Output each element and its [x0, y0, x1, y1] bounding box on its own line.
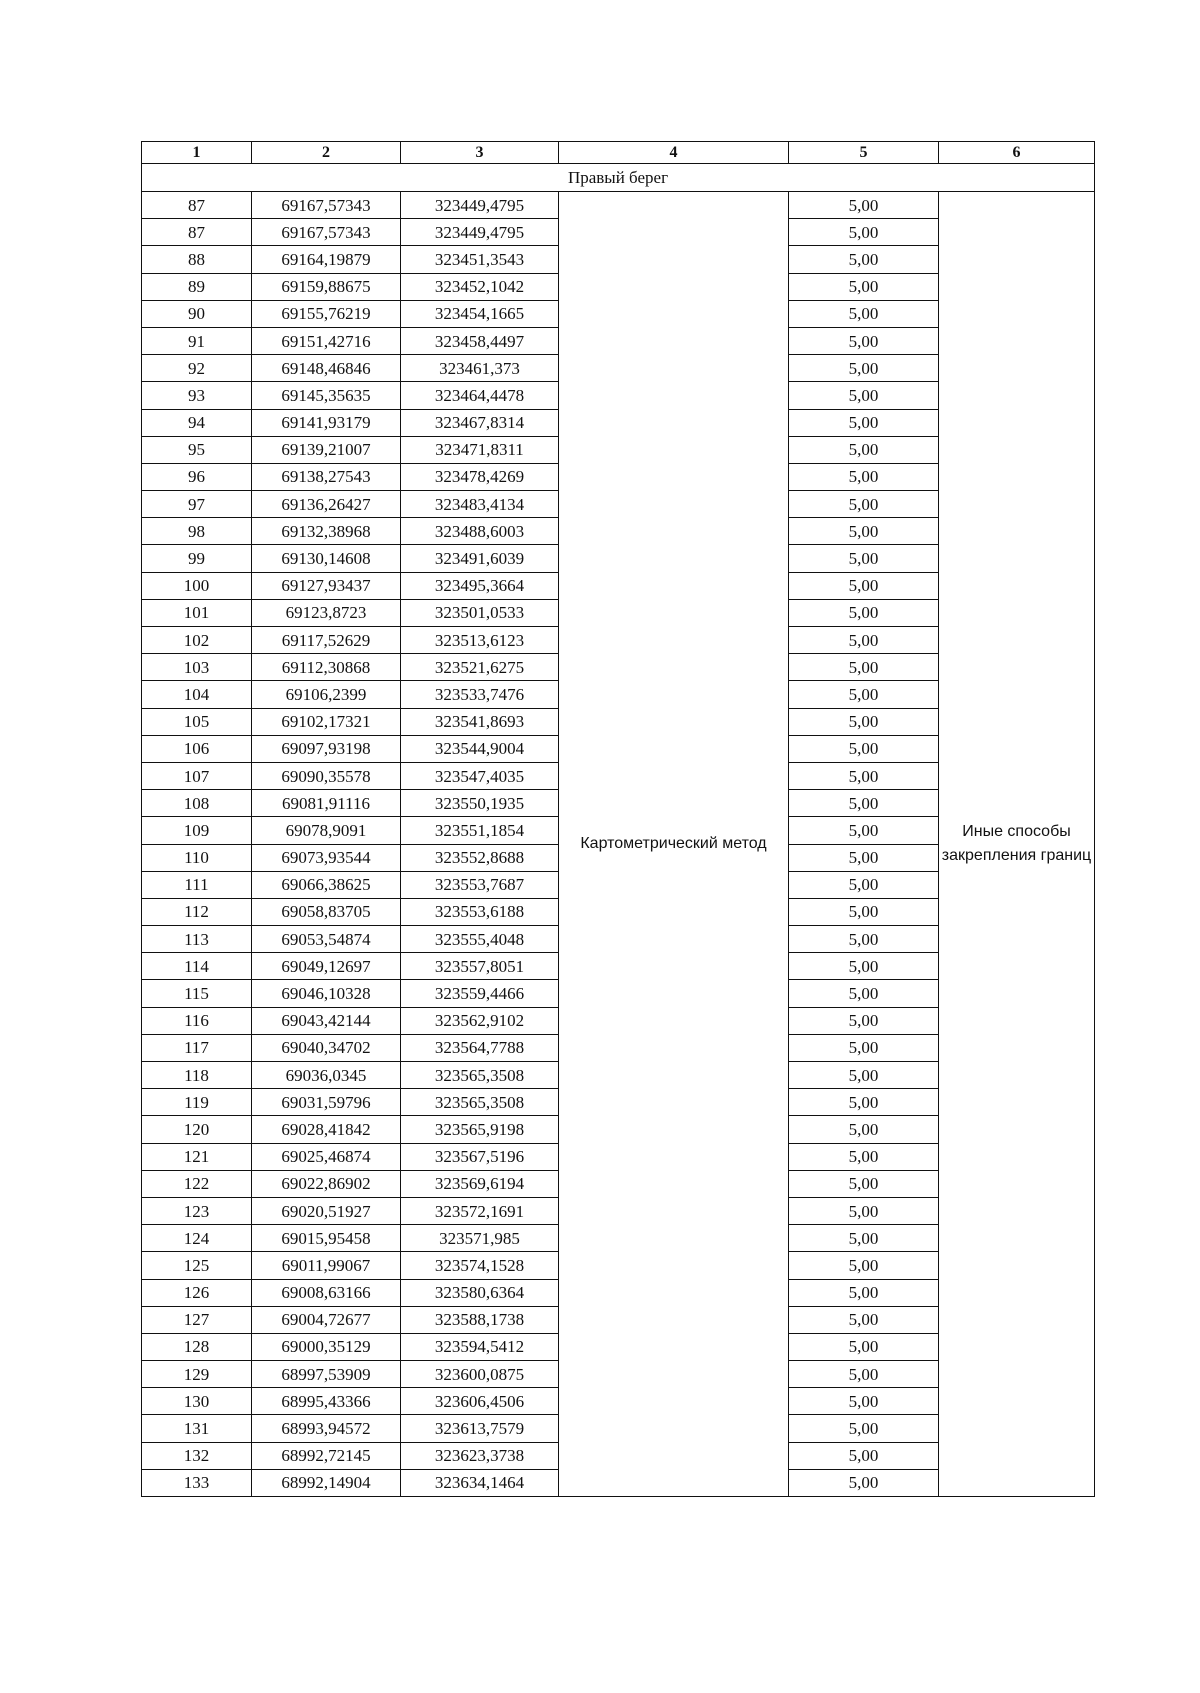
x-coordinate-cell: 69028,41842: [252, 1116, 401, 1143]
point-number-cell: 88: [142, 246, 252, 273]
x-coordinate-cell: 69164,19879: [252, 246, 401, 273]
y-coordinate-cell: 323544,9004: [401, 735, 559, 762]
x-coordinate-cell: 69031,59796: [252, 1089, 401, 1116]
point-number-cell: 91: [142, 327, 252, 354]
y-coordinate-cell: 323451,3543: [401, 246, 559, 273]
accuracy-cell: 5,00: [789, 382, 939, 409]
point-number-cell: 92: [142, 355, 252, 382]
x-coordinate-cell: 69155,76219: [252, 300, 401, 327]
accuracy-cell: 5,00: [789, 1361, 939, 1388]
header-row: [142, 142, 1095, 164]
accuracy-cell: 5,00: [789, 219, 939, 246]
x-coordinate-cell: 69145,35635: [252, 382, 401, 409]
accuracy-cell: 5,00: [789, 327, 939, 354]
x-coordinate-cell: 69139,21007: [252, 436, 401, 463]
accuracy-cell: 5,00: [789, 790, 939, 817]
y-coordinate-cell: 323600,0875: [401, 1361, 559, 1388]
point-number-cell: 124: [142, 1225, 252, 1252]
x-coordinate-cell: 69167,57343: [252, 192, 401, 219]
y-coordinate-cell: 323449,4795: [401, 219, 559, 246]
point-number-cell: 111: [142, 871, 252, 898]
point-number-cell: 87: [142, 219, 252, 246]
point-number-cell: 93: [142, 382, 252, 409]
y-coordinate-cell: 323588,1738: [401, 1306, 559, 1333]
x-coordinate-cell: 69132,38968: [252, 518, 401, 545]
point-number-cell: 122: [142, 1170, 252, 1197]
boundary-points-table-container: [141, 141, 1094, 1497]
accuracy-cell: 5,00: [789, 355, 939, 382]
point-number-cell: 101: [142, 599, 252, 626]
x-coordinate-cell: 68993,94572: [252, 1415, 401, 1442]
y-coordinate-cell: 323565,3508: [401, 1089, 559, 1116]
accuracy-cell: 5,00: [789, 1170, 939, 1197]
point-number-cell: 107: [142, 762, 252, 789]
x-coordinate-cell: 69015,95458: [252, 1225, 401, 1252]
x-coordinate-cell: 69130,14608: [252, 545, 401, 572]
point-number-cell: 115: [142, 980, 252, 1007]
x-coordinate-cell: 69159,88675: [252, 273, 401, 300]
y-coordinate-cell: 323550,1935: [401, 790, 559, 817]
x-coordinate-cell: 69066,38625: [252, 871, 401, 898]
accuracy-cell: 5,00: [789, 1116, 939, 1143]
x-coordinate-cell: 69136,26427: [252, 491, 401, 518]
x-coordinate-cell: 69022,86902: [252, 1170, 401, 1197]
point-number-cell: 87: [142, 192, 252, 219]
x-coordinate-cell: 68995,43366: [252, 1388, 401, 1415]
accuracy-cell: 5,00: [789, 708, 939, 735]
x-coordinate-cell: 69151,42716: [252, 327, 401, 354]
point-number-cell: 130: [142, 1388, 252, 1415]
y-coordinate-cell: 323478,4269: [401, 463, 559, 490]
table-row: [142, 192, 1095, 219]
accuracy-cell: 5,00: [789, 1279, 939, 1306]
fixing-method-cell: Иные способы закрепления границ: [939, 192, 1095, 1497]
x-coordinate-cell: 69046,10328: [252, 980, 401, 1007]
x-coordinate-cell: 68997,53909: [252, 1361, 401, 1388]
accuracy-cell: 5,00: [789, 599, 939, 626]
y-coordinate-cell: 323567,5196: [401, 1143, 559, 1170]
point-number-cell: 121: [142, 1143, 252, 1170]
x-coordinate-cell: 68992,14904: [252, 1469, 401, 1496]
accuracy-cell: 5,00: [789, 491, 939, 518]
accuracy-cell: 5,00: [789, 762, 939, 789]
x-coordinate-cell: 69138,27543: [252, 463, 401, 490]
x-coordinate-cell: 69112,30868: [252, 654, 401, 681]
accuracy-cell: 5,00: [789, 192, 939, 219]
y-coordinate-cell: 323606,4506: [401, 1388, 559, 1415]
point-number-cell: 105: [142, 708, 252, 735]
accuracy-cell: 5,00: [789, 898, 939, 925]
point-number-cell: 89: [142, 273, 252, 300]
y-coordinate-cell: 323541,8693: [401, 708, 559, 735]
accuracy-cell: 5,00: [789, 1333, 939, 1360]
section-title: Правый берег: [142, 164, 1095, 192]
x-coordinate-cell: 69004,72677: [252, 1306, 401, 1333]
y-coordinate-cell: 323491,6039: [401, 545, 559, 572]
x-coordinate-cell: 69081,91116: [252, 790, 401, 817]
section-row: [142, 164, 1095, 192]
accuracy-cell: 5,00: [789, 980, 939, 1007]
point-number-cell: 133: [142, 1469, 252, 1496]
y-coordinate-cell: 323501,0533: [401, 599, 559, 626]
header-cell-3: 3: [401, 142, 559, 164]
point-number-cell: 126: [142, 1279, 252, 1306]
accuracy-cell: 5,00: [789, 654, 939, 681]
y-coordinate-cell: 323565,9198: [401, 1116, 559, 1143]
x-coordinate-cell: 69106,2399: [252, 681, 401, 708]
point-number-cell: 123: [142, 1197, 252, 1224]
accuracy-cell: 5,00: [789, 871, 939, 898]
point-number-cell: 103: [142, 654, 252, 681]
x-coordinate-cell: 69043,42144: [252, 1007, 401, 1034]
point-number-cell: 108: [142, 790, 252, 817]
accuracy-cell: 5,00: [789, 953, 939, 980]
x-coordinate-cell: 69058,83705: [252, 898, 401, 925]
y-coordinate-cell: 323553,6188: [401, 898, 559, 925]
y-coordinate-cell: 323555,4048: [401, 926, 559, 953]
accuracy-cell: 5,00: [789, 409, 939, 436]
x-coordinate-cell: 69073,93544: [252, 844, 401, 871]
x-coordinate-cell: 69148,46846: [252, 355, 401, 382]
y-coordinate-cell: 323495,3664: [401, 572, 559, 599]
y-coordinate-cell: 323557,8051: [401, 953, 559, 980]
accuracy-cell: 5,00: [789, 436, 939, 463]
x-coordinate-cell: 69025,46874: [252, 1143, 401, 1170]
x-coordinate-cell: 69000,35129: [252, 1333, 401, 1360]
point-number-cell: 109: [142, 817, 252, 844]
x-coordinate-cell: 69117,52629: [252, 627, 401, 654]
y-coordinate-cell: 323464,4478: [401, 382, 559, 409]
y-coordinate-cell: 323488,6003: [401, 518, 559, 545]
accuracy-cell: 5,00: [789, 681, 939, 708]
accuracy-cell: 5,00: [789, 1306, 939, 1333]
x-coordinate-cell: 69040,34702: [252, 1034, 401, 1061]
point-number-cell: 113: [142, 926, 252, 953]
accuracy-cell: 5,00: [789, 572, 939, 599]
accuracy-cell: 5,00: [789, 844, 939, 871]
accuracy-cell: 5,00: [789, 735, 939, 762]
accuracy-cell: 5,00: [789, 1034, 939, 1061]
y-coordinate-cell: 323613,7579: [401, 1415, 559, 1442]
point-number-cell: 131: [142, 1415, 252, 1442]
y-coordinate-cell: 323449,4795: [401, 192, 559, 219]
accuracy-cell: 5,00: [789, 627, 939, 654]
x-coordinate-cell: 69020,51927: [252, 1197, 401, 1224]
header-cell-1: 1: [142, 142, 252, 164]
header-cell-4: 4: [559, 142, 789, 164]
accuracy-cell: 5,00: [789, 1252, 939, 1279]
y-coordinate-cell: 323574,1528: [401, 1252, 559, 1279]
header-cell-6: 6: [939, 142, 1095, 164]
y-coordinate-cell: 323572,1691: [401, 1197, 559, 1224]
y-coordinate-cell: 323552,8688: [401, 844, 559, 871]
accuracy-cell: 5,00: [789, 1442, 939, 1469]
point-number-cell: 128: [142, 1333, 252, 1360]
point-number-cell: 127: [142, 1306, 252, 1333]
point-number-cell: 104: [142, 681, 252, 708]
accuracy-cell: 5,00: [789, 1143, 939, 1170]
x-coordinate-cell: 69049,12697: [252, 953, 401, 980]
y-coordinate-cell: 323580,6364: [401, 1279, 559, 1306]
x-coordinate-cell: 69090,35578: [252, 762, 401, 789]
y-coordinate-cell: 323452,1042: [401, 273, 559, 300]
accuracy-cell: 5,00: [789, 1007, 939, 1034]
point-number-cell: 119: [142, 1089, 252, 1116]
accuracy-cell: 5,00: [789, 1089, 939, 1116]
point-number-cell: 129: [142, 1361, 252, 1388]
y-coordinate-cell: 323551,1854: [401, 817, 559, 844]
x-coordinate-cell: 68992,72145: [252, 1442, 401, 1469]
point-number-cell: 99: [142, 545, 252, 572]
accuracy-cell: 5,00: [789, 1469, 939, 1496]
x-coordinate-cell: 69011,99067: [252, 1252, 401, 1279]
point-number-cell: 114: [142, 953, 252, 980]
point-number-cell: 97: [142, 491, 252, 518]
y-coordinate-cell: 323569,6194: [401, 1170, 559, 1197]
point-number-cell: 112: [142, 898, 252, 925]
x-coordinate-cell: 69036,0345: [252, 1062, 401, 1089]
accuracy-cell: 5,00: [789, 1225, 939, 1252]
y-coordinate-cell: 323564,7788: [401, 1034, 559, 1061]
point-number-cell: 90: [142, 300, 252, 327]
y-coordinate-cell: 323559,4466: [401, 980, 559, 1007]
x-coordinate-cell: 69102,17321: [252, 708, 401, 735]
accuracy-cell: 5,00: [789, 926, 939, 953]
y-coordinate-cell: 323547,4035: [401, 762, 559, 789]
method-cell: Картометрический метод: [559, 192, 789, 1497]
y-coordinate-cell: 323454,1665: [401, 300, 559, 327]
accuracy-cell: 5,00: [789, 246, 939, 273]
y-coordinate-cell: 323623,3738: [401, 1442, 559, 1469]
point-number-cell: 120: [142, 1116, 252, 1143]
point-number-cell: 96: [142, 463, 252, 490]
point-number-cell: 116: [142, 1007, 252, 1034]
table-body: [142, 142, 1095, 1497]
x-coordinate-cell: 69167,57343: [252, 219, 401, 246]
accuracy-cell: 5,00: [789, 1197, 939, 1224]
y-coordinate-cell: 323513,6123: [401, 627, 559, 654]
x-coordinate-cell: 69078,9091: [252, 817, 401, 844]
y-coordinate-cell: 323458,4497: [401, 327, 559, 354]
point-number-cell: 132: [142, 1442, 252, 1469]
accuracy-cell: 5,00: [789, 273, 939, 300]
x-coordinate-cell: 69008,63166: [252, 1279, 401, 1306]
x-coordinate-cell: 69097,93198: [252, 735, 401, 762]
point-number-cell: 125: [142, 1252, 252, 1279]
y-coordinate-cell: 323483,4134: [401, 491, 559, 518]
point-number-cell: 95: [142, 436, 252, 463]
y-coordinate-cell: 323562,9102: [401, 1007, 559, 1034]
y-coordinate-cell: 323461,373: [401, 355, 559, 382]
x-coordinate-cell: 69141,93179: [252, 409, 401, 436]
x-coordinate-cell: 69127,93437: [252, 572, 401, 599]
point-number-cell: 102: [142, 627, 252, 654]
y-coordinate-cell: 323634,1464: [401, 1469, 559, 1496]
point-number-cell: 94: [142, 409, 252, 436]
y-coordinate-cell: 323521,6275: [401, 654, 559, 681]
y-coordinate-cell: 323533,7476: [401, 681, 559, 708]
accuracy-cell: 5,00: [789, 1388, 939, 1415]
boundary-points-table: [141, 141, 1095, 1497]
header-cell-2: 2: [252, 142, 401, 164]
y-coordinate-cell: 323594,5412: [401, 1333, 559, 1360]
x-coordinate-cell: 69123,8723: [252, 599, 401, 626]
header-cell-5: 5: [789, 142, 939, 164]
y-coordinate-cell: 323467,8314: [401, 409, 559, 436]
point-number-cell: 98: [142, 518, 252, 545]
y-coordinate-cell: 323553,7687: [401, 871, 559, 898]
accuracy-cell: 5,00: [789, 817, 939, 844]
point-number-cell: 118: [142, 1062, 252, 1089]
point-number-cell: 110: [142, 844, 252, 871]
accuracy-cell: 5,00: [789, 463, 939, 490]
point-number-cell: 100: [142, 572, 252, 599]
x-coordinate-cell: 69053,54874: [252, 926, 401, 953]
accuracy-cell: 5,00: [789, 1415, 939, 1442]
y-coordinate-cell: 323571,985: [401, 1225, 559, 1252]
accuracy-cell: 5,00: [789, 518, 939, 545]
point-number-cell: 106: [142, 735, 252, 762]
y-coordinate-cell: 323565,3508: [401, 1062, 559, 1089]
accuracy-cell: 5,00: [789, 1062, 939, 1089]
y-coordinate-cell: 323471,8311: [401, 436, 559, 463]
accuracy-cell: 5,00: [789, 300, 939, 327]
accuracy-cell: 5,00: [789, 545, 939, 572]
point-number-cell: 117: [142, 1034, 252, 1061]
